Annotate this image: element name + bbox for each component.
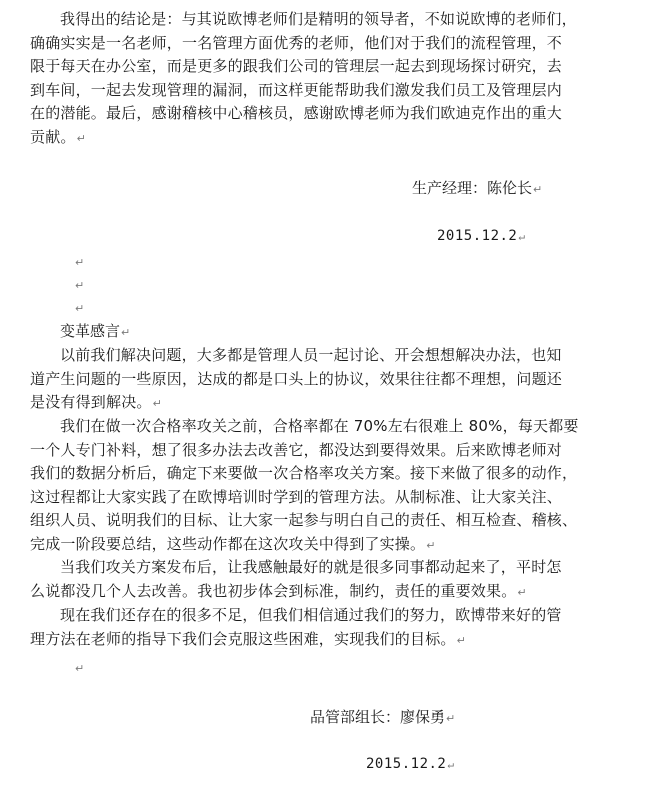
paragraph-mark-icon: ↵: [152, 397, 163, 410]
date-1: [437, 228, 525, 244]
paragraph-mark-icon: ↵: [517, 585, 527, 599]
paragraph-line-text: 限于每天在办公室，而是更多的跟我们公司的管理层一起去到现场探讨研究，去: [30, 57, 563, 75]
paragraph-line-text: 完成一阶段要总结，这些动作都在这次攻关中得到了实操。: [30, 534, 426, 553]
paragraph-mark-icon: ↵: [75, 302, 85, 315]
paragraph-line: 一个人专门补料，想了很多办法去改善它，都没达到要得效果。后来欧博老师对: [30, 440, 563, 459]
paragraph-line: 以前我们解决问题，大多都是管理人员一起讨论、开会想想解决办法，也知: [60, 346, 562, 364]
improvement-paragraph: [30, 415, 588, 556]
paragraph-mark-icon: ↵: [426, 538, 436, 552]
paragraph-line: 确确实实是一名老师，一名管理方面优秀的老师，他们对于我们的流程管理，不: [30, 33, 563, 52]
paragraph-line-text: 么说都没几个人去改善。我也初步体会到标准，制约，责任的重要效果。: [30, 581, 517, 600]
section-heading: [60, 320, 130, 341]
paragraph-line: [30, 628, 588, 652]
paragraph-line: [30, 580, 588, 604]
paragraph-line: 现在我们还存在的很多不足，但我们相信通过我们的努力，欧博带来好的管: [60, 606, 562, 624]
paragraph-mark-icon: ↵: [75, 256, 85, 269]
problem-paragraph: [30, 344, 588, 415]
paragraph-line: 这过程都让大家实践了在欧博培训时学到的管理方法。从制标准、让大家关注、: [30, 487, 563, 506]
signature-text: 品管部组长：廖保勇: [310, 708, 446, 726]
paragraph-mark-icon: ↵: [518, 230, 526, 243]
paragraph-line: [30, 533, 588, 557]
paragraph-line-text: 贡献。: [30, 127, 76, 146]
paragraph-line: 组织人员、说明我们的目标、让大家一起参与明白自己的责任、相互检查、稽核、: [30, 511, 578, 529]
paragraph-line: [30, 55, 588, 79]
date-text: 2015.12.2: [437, 228, 518, 244]
paragraph-line: 到车间，一起去发现管理的漏洞，而这样更能帮助我们激发我们员工及管理层内: [30, 80, 563, 99]
paragraph-line: 当我们攻关方案发布后，让我感触最好的就是很多同事都动起来了，平时怎: [60, 558, 562, 576]
paragraph-line-text: 是没有得到解决。: [30, 393, 152, 411]
feedback-paragraph: [30, 556, 588, 603]
signature-production-manager: [412, 177, 542, 198]
paragraph-mark-icon: ↵: [76, 131, 87, 145]
paragraph-mark-icon: ↵: [533, 183, 543, 196]
heading-text: 变革感言: [60, 322, 121, 340]
paragraph-mark-icon: ↵: [75, 662, 85, 675]
signature-text: 生产经理：陈伦长: [412, 179, 533, 197]
paragraph-mark-icon: ↵: [446, 712, 456, 725]
conclusion-paragraph: [30, 8, 588, 149]
paragraph-line: 我们在做一次合格率攻关之前，合格率都在 70%左右很难上 80%，每天都要: [60, 417, 579, 435]
paragraph-line: 道产生问题的一些原因，达成的都是口头上的协议，效果往往都不理想，问题还: [30, 369, 563, 388]
paragraph-line: 在的潜能。最后，感谢稽核中心稽核员，感谢欧博老师为我们欧迪克作出的重大: [30, 104, 563, 122]
signature-qc-leader: [310, 706, 455, 727]
date-text: 2015.12.2: [366, 756, 447, 772]
paragraph-mark-icon: ↵: [447, 758, 455, 771]
paragraph-line-text: 理方法在老师的指导下我们会克服这些困难，实现我们的目标。: [30, 629, 456, 648]
paragraph-mark-icon: ↵: [456, 633, 467, 647]
paragraph-mark-icon: ↵: [121, 326, 131, 339]
paragraph-line: [30, 391, 588, 415]
future-paragraph: [30, 604, 588, 651]
paragraph-line: 我得出的结论是：与其说欧博老师们是精明的领导者，不如说欧博的老师们，: [60, 10, 577, 28]
date-2: [366, 756, 454, 772]
paragraph-line: [30, 126, 588, 150]
paragraph-mark-icon: ↵: [75, 279, 85, 292]
paragraph-line: 我们的数据分析后，确定下来要做一次合格率攻关方案。接下来做了很多的动作，: [30, 464, 578, 482]
